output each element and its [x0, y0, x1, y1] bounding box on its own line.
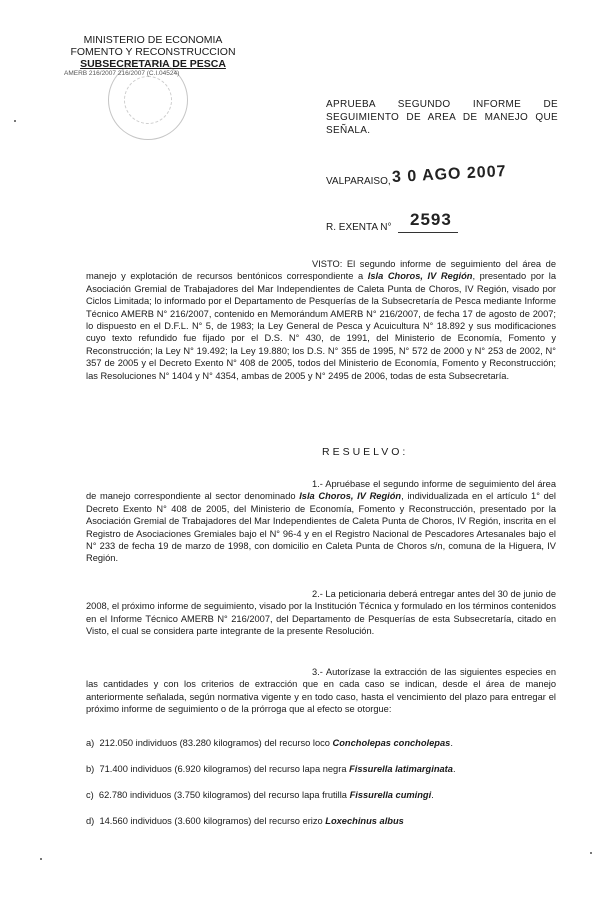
subsecretaria-name: SUBSECRETARIA DE PESCA	[80, 58, 226, 70]
resolution-point-3: 3.- Autorízase la extracción de las siguientes especies en las cantidades y con los criterios de extracción que en cada caso se indican, desde el área de manejo anteriormente señalada, según normativa vigente y en todo caso, hasta el vencimiento del plazo para entregar el próximo informe de seguimiento o de la prórroga que al efecto se otorgue:	[86, 667, 556, 715]
exenta-number: 2593	[410, 210, 452, 229]
species-name: Loxechinus albus	[325, 816, 404, 826]
exenta-underline	[398, 232, 458, 233]
seal-inner-ring	[124, 76, 172, 124]
visto-paragraph: VISTO: El segundo informe de seguimiento del área de manejo y explotación de recursos bentónicos correspondiente a Isla Choros, IV Región, presentado por la Asociación Gremial de Trabajadores del Mar Independientes de Caleta Punta de Choros, IV Región, visado por Ciclos Limitada; lo informado por el Departamento de Pesquerías de la Subsecretaría de Pesca mediante Informe Técnico AMERB N° 216/2007, contenido en Memorándum AMERB N° 216/2007, de fecha 17 de agosto de 2007; lo dispuesto en el D.F.L. N° 5, de 1983; la Ley General de Pesca y Acuicultura N° 18.892 y sus modificaciones cuyo texto refundido fue fijado por el D.S. N° 430, de 1991, del Ministerio de Economía, Fomento y Reconstrucción; la Ley N° 19.492; la Ley 19.880; los D.S. N° 355 de 1995, N° 572 de 2000 y N° 253 de 2002, N° 357 de 2005 y el Decreto Exento N° 408 de 2005, todos del Ministerio de Economía, Fomento y Reconstrucción; las Resoluciones N° 1404 y N° 4354, ambas de 2005 y N° 2495 de 2006, todas de esta Subsecretaría.	[86, 259, 556, 381]
species-name: Fissurella latimarginata	[349, 764, 453, 774]
date-stamp: 3 0 AGO 2007	[391, 163, 507, 186]
reference-code: AMERB 216/2007 216/2007 (C.I.04524)	[64, 70, 180, 77]
species-name: Concholepas concholepas	[332, 738, 451, 748]
document-title: APRUEBA SEGUNDO INFORME DE SEGUIMIENTO DE AREA DE MANEJO QUE SEÑALA.	[326, 99, 558, 136]
ministry-name: MINISTERIO DE ECONOMIA	[83, 34, 223, 46]
quota-item: b) 71.400 individuos (6.920 kilogramos) del recurso lapa negra Fissurella latimarginata.	[86, 764, 456, 774]
scan-speck	[590, 852, 592, 854]
resuelvo-heading: RESUELVO:	[322, 446, 409, 458]
city-label: VALPARAISO,	[326, 176, 391, 187]
scan-speck	[14, 120, 16, 122]
quota-item: c) 62.780 individuos (3.750 kilogramos) del recurso lapa frutilla Fissurella cumingi.	[86, 790, 434, 800]
scan-speck	[40, 858, 42, 860]
resolution-point-2: 2.- La peticionaria deberá entregar antes del 30 de junio de 2008, el próximo informe de seguimiento, visado por la Institución Técnica y formulado en los términos contenidos en el Informe Técnico AMERB N° 216/2007, del Departamento de Pesquerías de esta Subsecretaría, citado en Visto, el cual se considera parte integrante de la presente Resolución.	[86, 589, 556, 637]
exenta-label: R. EXENTA N°	[326, 222, 392, 233]
quota-item: d) 14.560 individuos (3.600 kilogramos) del recurso erizo Loxechinus albus	[86, 816, 404, 826]
resolution-point-1: 1.- Apruébase el segundo informe de seguimiento del área de manejo correspondiente al sector denominado Isla Choros, IV Región, individualizada en el artículo 1° del Decreto Exento N° 408 de 2005, del Ministerio de Economía, Fomento y Reconstrucción, presentado por la Asociación Gremial de Trabajadores del Mar Independientes de Caleta Punta de Choros, IV Región, inscrita en el Registro de Asociaciones Gremiales bajo el N° 96-4 y en el Registro Nacional de Pescadores Artesanales bajo el N° 233 de fecha 19 de marzo de 1998, con domicilio en Caleta Punta de Choros s/n, comuna de la Higuera, IV Región.	[86, 479, 556, 564]
quota-item: a) 212.050 individuos (83.280 kilogramos) del recurso loco Concholepas concholepas.	[86, 738, 453, 748]
species-name: Fissurella cumingi	[349, 790, 432, 800]
ministry-subtitle: FOMENTO Y RECONSTRUCCION	[70, 46, 236, 58]
place-name: Isla Choros, IV Región	[367, 271, 473, 282]
place-name: Isla Choros, IV Región	[299, 491, 402, 502]
